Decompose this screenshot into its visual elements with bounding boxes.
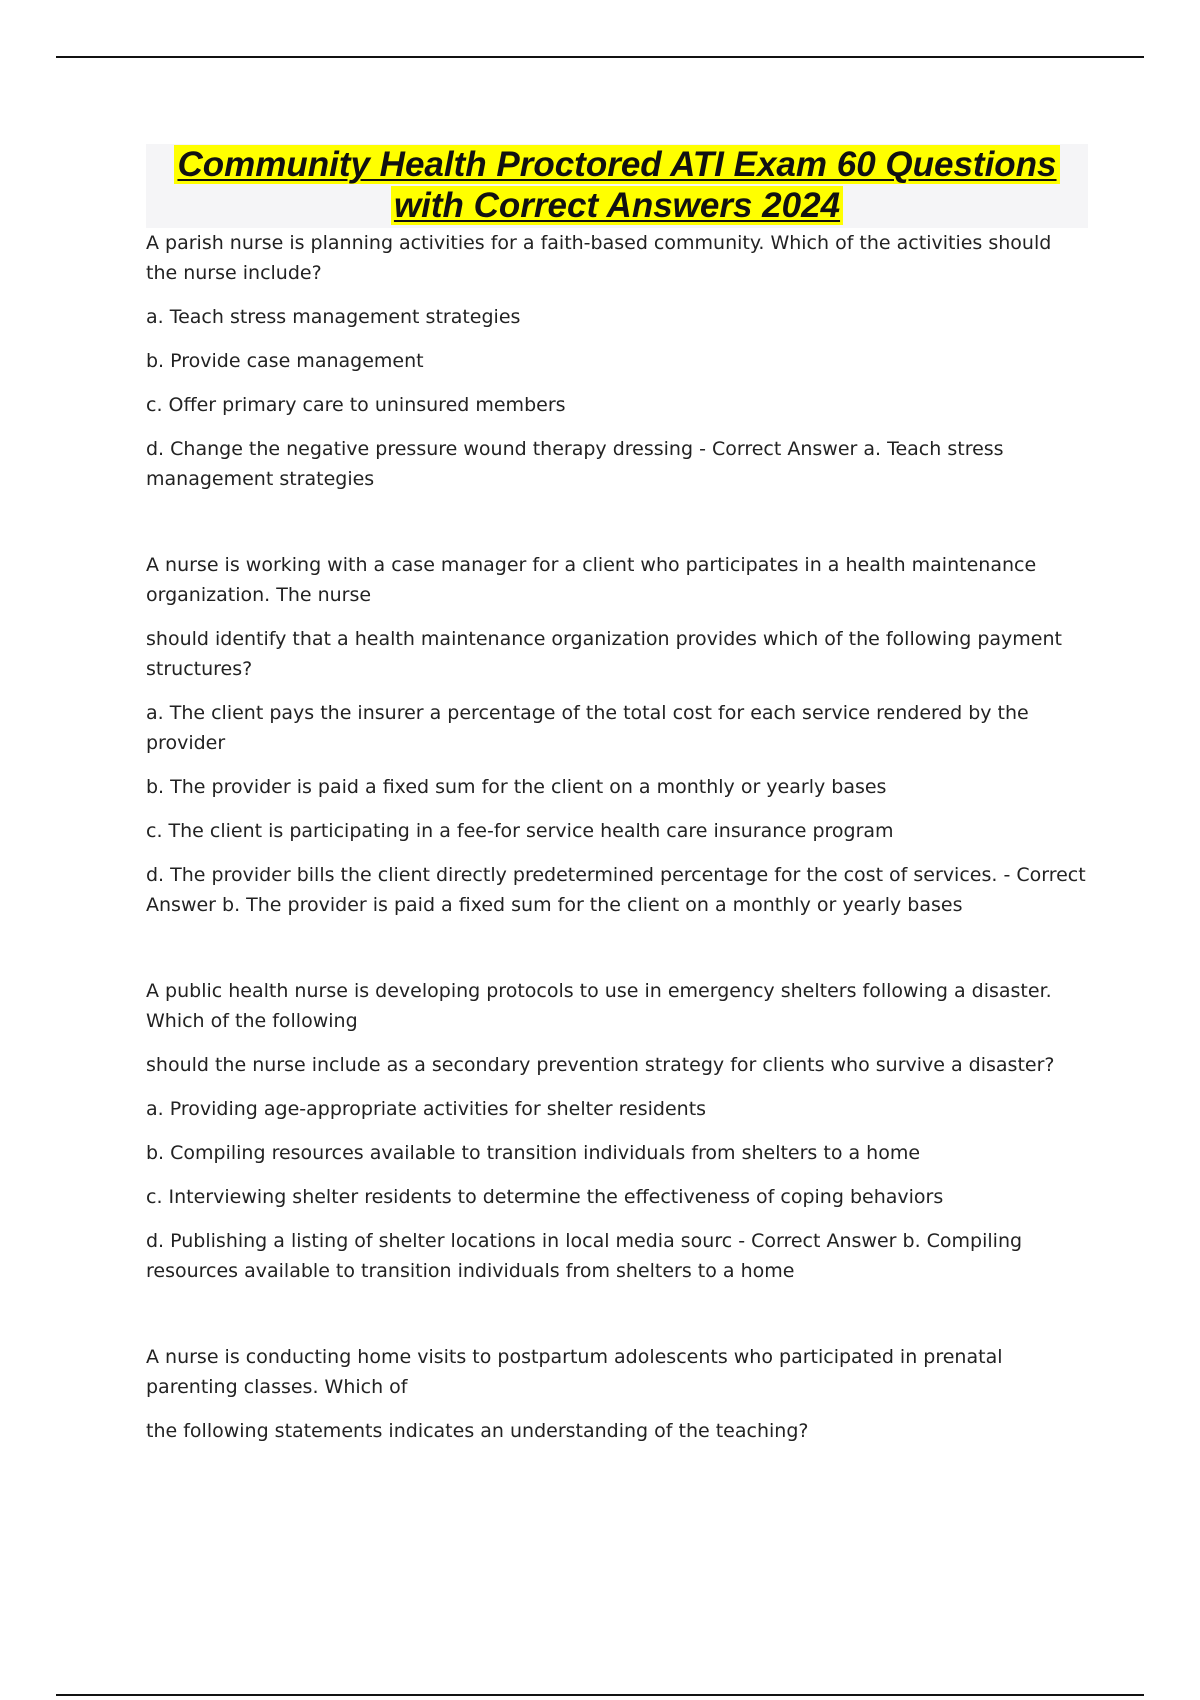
answer-option-c: c. The client is participating in a fee-for service health care insurance program: [146, 820, 894, 842]
question-3: [146, 976, 1088, 1286]
answer-option-b: b. The provider is paid a fixed sum for the client on a monthly or yearly bases: [146, 776, 887, 798]
answer-option-a: a. Teach stress management strategies: [146, 306, 521, 328]
question-spacer: [146, 920, 1088, 976]
question-stem-continued: should identify that a health maintenance organization provides which of the following payment structures?: [146, 628, 1062, 680]
question-stem: A nurse is working with a case manager for a client who participates in a health maintenance organization. The nurse: [146, 554, 1037, 606]
question-stem: A public health nurse is developing protocols to use in emergency shelters following a disaster. Which of the following: [146, 980, 1052, 1032]
document-body: [146, 228, 1088, 1446]
answer-option-b: b. Provide case management: [146, 350, 424, 372]
top-divider: [56, 56, 1144, 58]
question-2: [146, 550, 1088, 920]
question-spacer: [146, 1286, 1088, 1342]
answer-option-d-with-correct-answer: d. Publishing a listing of shelter locations in local media sourc - Correct Answer b. Compiling resources available to transition individuals from shelters to a home: [146, 1230, 1023, 1282]
bottom-divider: [56, 1694, 1144, 1696]
answer-option-d-with-correct-answer: d. Change the negative pressure wound therapy dressing - Correct Answer a. Teach stress management strategies: [146, 438, 1004, 490]
answer-option-b: b. Compiling resources available to transition individuals from shelters to a home: [146, 1142, 921, 1164]
title-line-2: with Correct Answers 2024: [391, 186, 843, 225]
question-stem: A parish nurse is planning activities for a faith-based community. Which of the activities should the nurse include?: [146, 232, 1052, 284]
question-spacer: [146, 494, 1088, 550]
answer-option-c: c. Interviewing shelter residents to determine the effectiveness of coping behaviors: [146, 1186, 944, 1208]
question-stem-continued: the following statements indicates an understanding of the teaching?: [146, 1420, 809, 1442]
answer-option-a: a. The client pays the insurer a percentage of the total cost for each service rendered by the provider: [146, 702, 1029, 754]
question-4: [146, 1342, 1088, 1446]
title-line-1: Community Health Proctored ATI Exam 60 Questions: [174, 145, 1059, 184]
question-stem-continued: should the nurse include as a secondary prevention strategy for clients who survive a disaster?: [146, 1054, 1055, 1076]
question-1: [146, 228, 1088, 494]
title-banner: [146, 144, 1088, 228]
answer-option-c: c. Offer primary care to uninsured members: [146, 394, 566, 416]
question-stem: A nurse is conducting home visits to postpartum adolescents who participated in prenatal parenting classes. Which of: [146, 1346, 1003, 1398]
document-title: [146, 144, 1088, 226]
answer-option-d-with-correct-answer: d. The provider bills the client directly predetermined percentage for the cost of services. - Correct Answer b. The provider is paid a fixed sum for the client on a monthly or yearly bases: [146, 864, 1086, 916]
answer-option-a: a. Providing age-appropriate activities for shelter residents: [146, 1098, 707, 1120]
